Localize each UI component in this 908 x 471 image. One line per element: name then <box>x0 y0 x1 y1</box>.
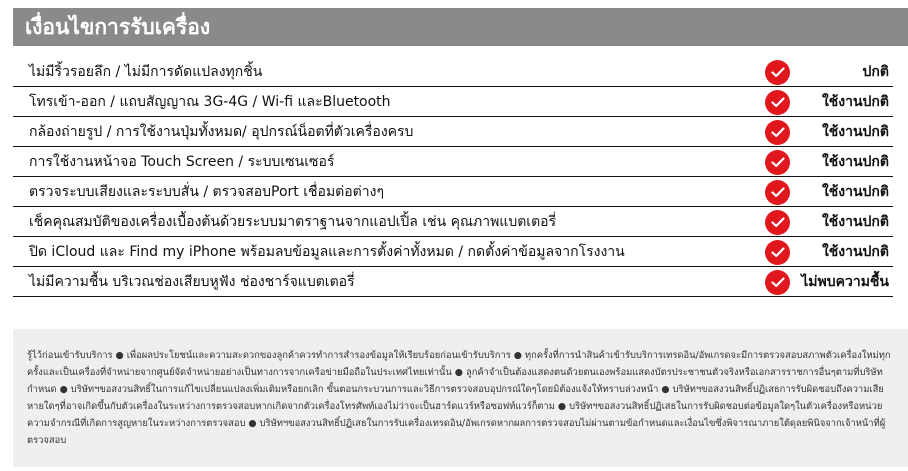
check-icon <box>765 210 790 235</box>
condition-status: ใช้งานปกติ <box>821 153 889 170</box>
condition-label: โทรเข้า-ออก / แถบสัญญาณ 3G-4G / Wi-fi และBluetooth <box>29 93 391 110</box>
check-icon <box>765 180 790 205</box>
condition-label: ไม่มีริ้วรอยลึก / ไม่มีการดัดแปลงทุกชิ้น <box>29 63 263 80</box>
check-icon <box>765 240 790 265</box>
condition-status: ปกติ <box>862 63 889 80</box>
check-icon <box>765 270 790 295</box>
condition-row <box>13 117 893 147</box>
condition-row <box>13 147 893 177</box>
check-icon <box>765 120 790 145</box>
condition-label: ตรวจระบบเสียงและระบบสั่น / ตรวจสอบPort เชื่อมต่อต่างๆ <box>29 183 384 200</box>
condition-status: ใช้งานปกติ <box>821 123 889 140</box>
condition-label: ปิด iCloud และ Find my iPhone พร้อมลบข้อมูลและการตั้งค่าทั้งหมด / กดตั้งค่าข้อมูลจากโรงงาน <box>29 243 625 260</box>
condition-row <box>13 177 893 207</box>
check-icon <box>765 150 790 175</box>
condition-status: ใช้งานปกติ <box>821 213 889 230</box>
page-header <box>13 8 908 46</box>
condition-row <box>13 57 893 87</box>
condition-status: ใช้งานปกติ <box>821 93 889 110</box>
condition-label: การใช้งานหน้าจอ Touch Screen / ระบบเซนเซอร์ <box>29 153 335 170</box>
conditions-list <box>13 57 893 297</box>
condition-row <box>13 267 893 297</box>
notes-text: รู้ไว้ก่อนเข้ารับบริการ ● เพื่อผลประโยชน์และความสะดวกของลูกค้าควรทำการสำรองข้อมูลให้เรียบร้อยก่อนเข้ารับบริการ ● ทุกครั้งที่การนำสินค้าเข้ารับบริการเทรดอิน/อัพเกรดจะมีการตรวจสอบสภาพตัวเครื่องใหม่ทุกครั้งและเป็นเครื่องที่จำหน่ายจากศูนย์จัดจำหน่ายอย่างเป็นทางการจากเครือข่ายมือถือในประเทศไทยเท่านั้น ● ลูกค้าจำเป็นต้องแสดงตนด้วยตนเองพร้อมแสดงบัตรประชาชนตัวจริงหรือเอกสารราชการอื่นๆตามที่บริษัทกำหนด ● บริษัทฯขอสงวนสิทธิ์ในการแก้ไขเปลี่ยนแปลงเพิ่มเติมหรือยกเลิก ขั้นตอนกระบวนการและวิธีการตรวจสอบอุปกรณ์ใดๆโดยมิต้องแจ้งให้ทราบล่วงหน้า ● บริษัทฯขอสงวนสิทธิ์ปฏิเสธการรับผิดชอบถึงความเสียหายใดๆที่อาจเกิดขึ้นกับตัวเครื่องในระหว่างการตรวจสอบหากเกิดจากตัวเครื่องโทรศัพท์เองไม่ว่าจะเป็นฮาร์ดแวร์หรือซอฟท์แวร์ก็ตาม ● บริษัทฯขอสงวนสิทธิ์ปฏิเสธในการรับผิดชอบต่อข้อมูลใดๆในตัวเครื่องหรือหน่วยความจำกรณีที่เกิดการสูญหายในระหว่างการตรวจสอบ ● บริษัทฯขอสงวนสิทธิ์ปฏิเสธในการรับเครื่องเทรดอิน/อัพเกรดหากผลการตรวจสอบไม่ผ่านตามข้อกำหนดและเงื่อนไขซึ่งพิจารณาภายใต้ดุลยพินิจจากเจ้าหน้าที่ผู้ตรวจสอบ <box>27 350 891 446</box>
check-icon <box>765 60 790 85</box>
condition-label: ไม่มีความชื้น บริเวณช่องเสียบหูฟัง ช่องชาร์จแบตเตอรี่ <box>29 273 355 290</box>
page-title: เงื่อนไขการรับเครื่อง <box>25 14 211 39</box>
condition-row <box>13 87 893 117</box>
condition-status: ใช้งานปกติ <box>821 183 889 200</box>
check-icon <box>765 90 790 115</box>
condition-label: เช็คคุณสมบัติของเครื่องเบื้องต้นด้วยระบบมาตราฐานจากแอปเปิ้ล เช่น คุณภาพแบตเตอรี่ <box>29 213 557 230</box>
condition-status: ใช้งานปกติ <box>821 243 889 260</box>
condition-row <box>13 207 893 237</box>
condition-status: ไม่พบความชื้น <box>801 273 889 290</box>
service-notes <box>13 329 908 467</box>
condition-row <box>13 237 893 267</box>
condition-label: กล้องถ่ายรูป / การใช้งานปุ่มทั้งหมด/ อุปกรณ์น็อตที่ตัวเครื่องครบ <box>29 123 414 140</box>
